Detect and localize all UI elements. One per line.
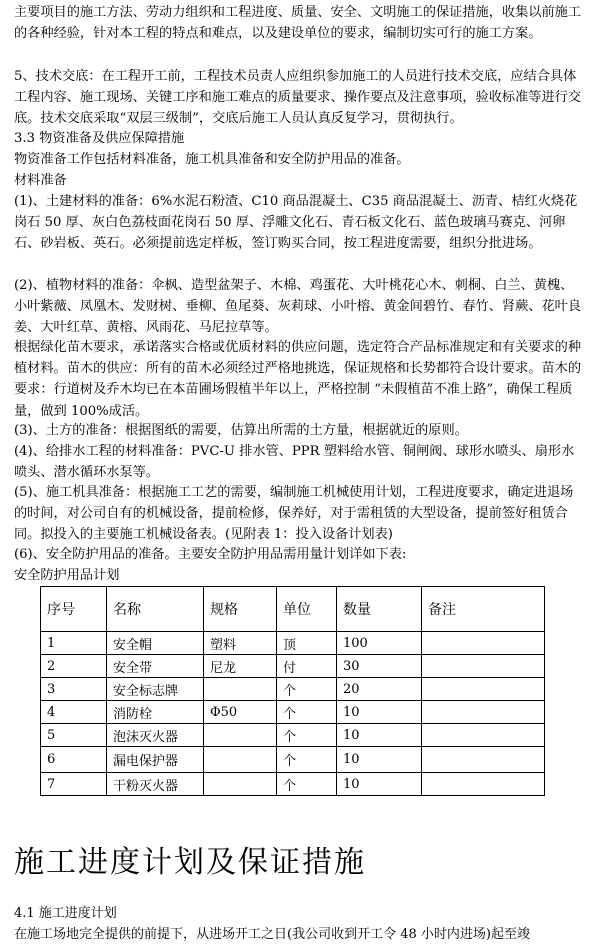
cell-quantity: 30 [337,655,422,678]
cell-spec [204,773,277,796]
cell-unit: 个 [277,678,337,701]
header-cell: 名称 [107,587,204,632]
paragraph-seedlings: 根据绿化苗木要求，承诺落实合格或优质材料的供应问题，选定符合产品标准规定和有关要求的种植材料。苗木的供应：所有的苗木必须经过严格地挑选，保证规格和长势都符合设计要求。苗木的要求：行道树及乔木均已在本苗圃场假植半年以上，严格控制 “未假植苗不准上路”，确保工程质量，做到 100%成活。 [14,340,582,419]
cell-unit: 付 [277,655,337,678]
header-cell: 数量 [337,587,422,632]
cell-remark [422,724,545,747]
cell-quantity: 10 [337,773,422,796]
cell-name: 泡沫灭火器 [107,724,204,747]
table-row [41,701,545,724]
cell-index: 2 [41,655,107,678]
paragraph-intro: 主要项目的施工方法、劳动力组织和工程进度、质量、安全、文明施工的保证措施，收集以前施工的各种经验，针对本工程的特点和难点，以及建设单位的要求，编制切实可行的施工方案。 [14,5,582,42]
table-row [41,655,545,678]
header-cell: 规格 [204,587,277,632]
header-cell: 单位 [277,587,337,632]
cell-name: 消防栓 [107,701,204,724]
paragraph-machinery: (5)、施工机具准备：根据施工工艺的需要，编制施工机械使用计划，工程进度要求，确定进退场的时间，对公司自有的机械设备，提前检修，保养好，对于需租赁的大型设备，提前签好租赁合同。拟投入的主要施工机械设备表。(见附表 1：投入设备计划表) [14,485,574,543]
cell-name: 安全带 [107,655,204,678]
subsection-title: 4.1 施工进度计划 [14,906,117,921]
paragraph-safety-prep: (6)、安全防护用品的准备。主要安全防护用品需用量计划详如下表: [14,547,407,562]
cell-remark [422,655,545,678]
cell-quantity: 10 [337,724,422,747]
cell-unit: 个 [277,701,337,724]
cell-spec: 塑料 [204,632,277,655]
cell-index: 3 [41,678,107,701]
cell-spec: 尼龙 [204,655,277,678]
table-caption: 安全防护用品计划 [14,568,120,583]
cell-index: 5 [41,724,107,747]
table-row [41,773,545,796]
paragraph-civil-materials: (1)、土建材料的准备：6%水泥石粉渣、C10 商品混凝土、C35 商品混凝土、沥青、桔红火烧花岗石 50 厚、灰白色荔枝面花岗石 50 厚、浮雕文化石、青石板文化石、蓝色玻璃马赛克、河卵石、砂岩板、英石。必须提前选定样板，签订购买合同，按工程进度需要，组织分批进场。 [14,194,578,252]
cell-quantity: 100 [337,632,422,655]
paragraph-schedule: 在施工场地完全提供的前提下，从进场开工之日(我公司收到开工令 48 小时内进场)起至竣 [14,927,530,942]
header-cell: 备注 [422,587,545,632]
paragraph-plumbing: (4)、给排水工程的材料准备：PVC-U 排水管、PPR 塑料给水管、铜闸阀、球形水喷头、扇形水喷头、潜水循环水泵等。 [14,444,575,481]
cell-quantity: 10 [337,701,422,724]
section-title-materials: 3.3 物资准备及供应保障措施 [14,131,185,146]
cell-name: 安全帽 [107,632,204,655]
table-row [41,678,545,701]
cell-unit: 个 [277,773,337,796]
paragraph-earthwork: (3)、土方的准备：根据图纸的需要，估算出所需的土方量，根据就近的原则。 [14,423,468,438]
cell-spec [204,747,277,773]
label-material-prep: 材料准备 [14,173,67,188]
cell-unit: 顶 [277,632,337,655]
table-row [41,724,545,747]
paragraph-materials-overview: 物资准备工作包括材料准备，施工机具准备和安全防护用品的准备。 [14,152,410,167]
cell-index: 1 [41,632,107,655]
cell-remark [422,632,545,655]
cell-remark [422,747,545,773]
header-cell: 序号 [41,587,107,632]
cell-index: 7 [41,773,107,796]
section-heading: 施工进度计划及保证措施 [14,845,366,880]
cell-name: 安全标志牌 [107,678,204,701]
cell-name: 干粉灭火器 [107,773,204,796]
cell-quantity: 20 [337,678,422,701]
cell-unit: 个 [277,724,337,747]
safety-equipment-table [40,586,545,796]
cell-remark [422,701,545,724]
table-row [41,747,545,773]
table-header-row [41,587,545,632]
cell-index: 4 [41,701,107,724]
paragraph-tech-briefing: 5、技术交底：在工程开工前，工程技术员责人应组织参加施工的人员进行技术交底，应结合具体工程内容、施工现场、关键工序和施工难点的质量要求、操作要点及注意事项，验收标准等进行交底。技术交底采取“双层三级制”，交底后施工人员认真反复学习，贯彻执行。 [14,69,582,127]
cell-index: 6 [41,747,107,773]
cell-spec: Φ50 [204,701,277,724]
cell-unit: 个 [277,747,337,773]
cell-remark [422,773,545,796]
paragraph-plant-materials: (2)、植物材料的准备：伞枫、造型盆架子、木棉、鸡蛋花、大叶桃花心木、刺桐、白兰、黄槐、小叶紫薇、凤凰木、发财树、垂柳、鱼尾葵、灰莉球、小叶榕、黄金间碧竹、春竹、肾蕨、花叶良姜、大叶红草、黄榕、风雨花、马尼拉草等。 [14,278,582,336]
cell-spec [204,724,277,747]
cell-name: 漏电保护器 [107,747,204,773]
table-row [41,632,545,655]
cell-spec [204,678,277,701]
cell-quantity: 10 [337,747,422,773]
cell-remark [422,678,545,701]
